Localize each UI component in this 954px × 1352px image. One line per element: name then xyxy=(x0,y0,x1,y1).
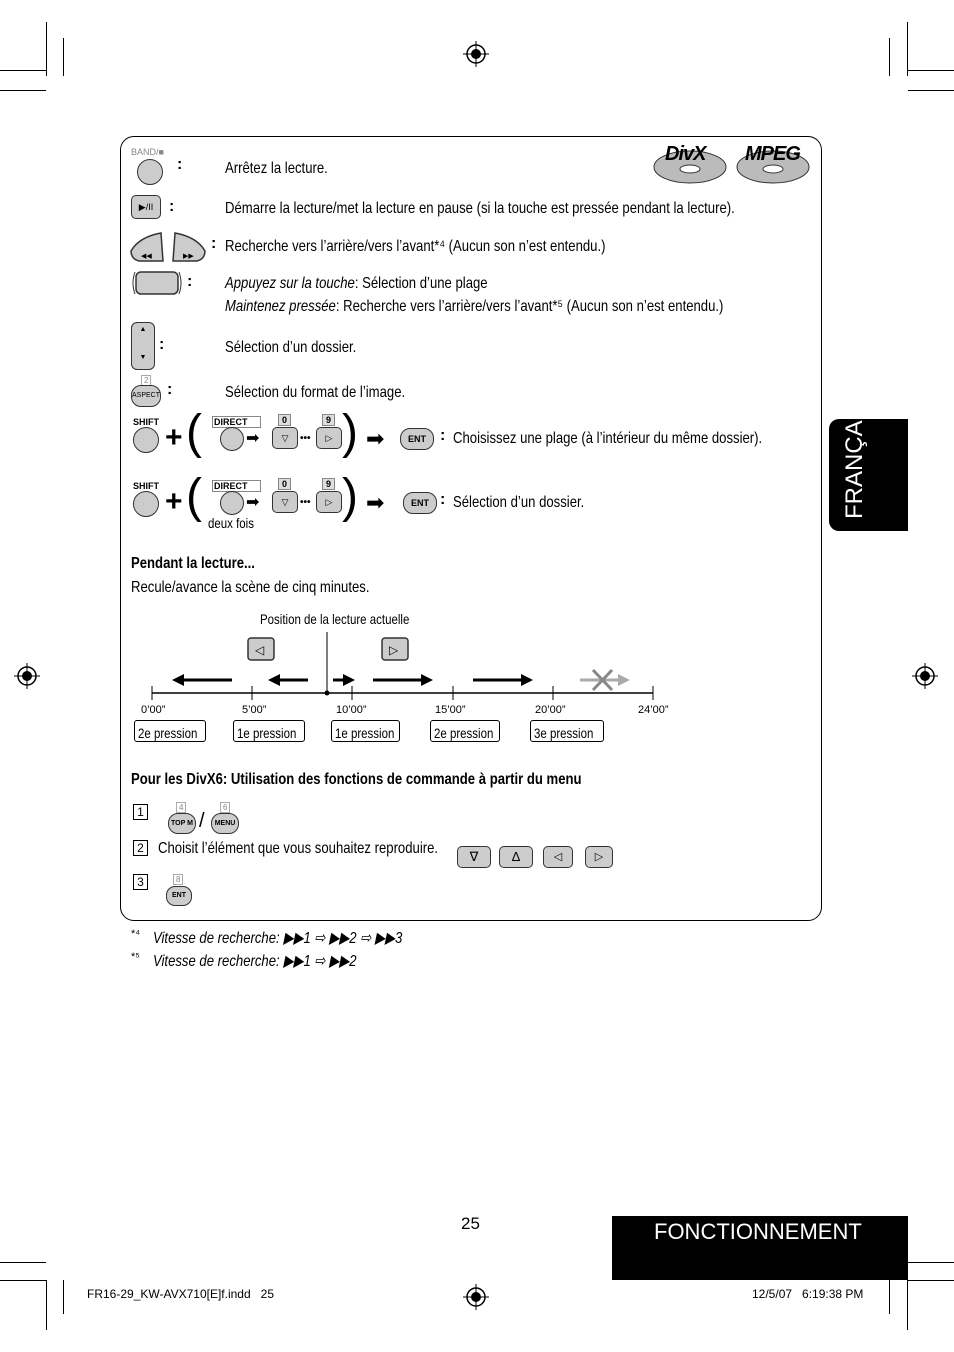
press-label: Appuyez sur la touche xyxy=(225,275,355,292)
press-count-text: 3e pression xyxy=(534,725,594,741)
hold-label: Maintenez pressée xyxy=(225,298,336,315)
direct-button[interactable] xyxy=(220,491,244,515)
svg-text:▷: ▷ xyxy=(389,643,399,657)
crop-mark xyxy=(908,1262,954,1263)
press-text: : Sélection d’une plage xyxy=(354,275,488,292)
footnote-5 xyxy=(153,951,357,971)
ent-button[interactable] xyxy=(400,428,434,450)
crop-mark xyxy=(908,1280,954,1281)
press-count xyxy=(530,720,604,742)
press-count xyxy=(134,720,206,742)
footnote-label: Vitesse de recherche: xyxy=(153,953,280,970)
press-count xyxy=(233,720,305,742)
crop-mark xyxy=(0,70,46,71)
divx-badge: DivX xyxy=(665,143,706,165)
plus-icon: + xyxy=(165,485,183,518)
tick-label: 5’00” xyxy=(242,704,267,716)
registration-mark-icon xyxy=(14,663,40,689)
menu-number: 6 xyxy=(220,802,230,813)
svg-text:◀◀: ◀◀ xyxy=(141,253,152,260)
ent-button[interactable] xyxy=(166,886,192,906)
ellipsis: ••• xyxy=(300,497,311,508)
nine-label: 9 xyxy=(322,414,335,426)
band-stop-button[interactable] xyxy=(137,159,163,185)
press-count-text: 1e pression xyxy=(237,725,297,741)
section-title: FONCTIONNEMENT xyxy=(654,1219,862,1244)
ent-label: ENT xyxy=(172,892,186,899)
right-button[interactable]: ▷ xyxy=(585,846,613,868)
press-count xyxy=(430,720,500,742)
shift-button[interactable] xyxy=(133,427,159,453)
ent-button[interactable] xyxy=(403,492,437,514)
nine-button[interactable]: ▷ xyxy=(316,427,342,449)
aspect-button[interactable] xyxy=(131,385,161,407)
arrow-right-icon: ➡ xyxy=(366,426,385,451)
folder-select-text: Sélection d’un dossier. xyxy=(453,494,585,511)
colon: : xyxy=(167,381,173,398)
menu-label: MENU xyxy=(214,820,236,827)
crop-mark xyxy=(889,1280,890,1314)
crop-mark xyxy=(63,38,64,76)
play-text: Démarre la lecture/met la lecture en pause (si la touche est pressée pendant la lecture). xyxy=(225,200,735,217)
zero-label: 0 xyxy=(278,414,291,426)
svg-text:◁: ◁ xyxy=(255,643,265,657)
down-button[interactable]: ∇ xyxy=(457,846,491,868)
crop-mark xyxy=(46,22,47,76)
aspect-text: Sélection du format de l’image. xyxy=(225,384,406,401)
folder-up-down-button[interactable]: ▲ ▼ xyxy=(131,322,155,370)
tick-label: 20’00” xyxy=(535,704,566,716)
stop-text: Arrêtez la lecture. xyxy=(225,160,328,177)
svg-text:▶▶: ▶▶ xyxy=(183,253,194,260)
nine-button[interactable]: ▷ xyxy=(316,491,342,513)
folder-text: Sélection d’un dossier. xyxy=(225,339,357,356)
band-label: BAND/■ xyxy=(131,147,164,157)
during-heading: Pendant la lecture... xyxy=(131,555,255,572)
shift-label: SHIFT xyxy=(133,481,159,491)
seek-buttons-icon[interactable] xyxy=(129,231,207,265)
track-in-folder-text: Choisissez une plage (à l’intérieur du même dossier). xyxy=(453,430,763,447)
topm-label: TOP M xyxy=(171,820,193,827)
crop-mark xyxy=(889,38,890,76)
mpeg-badge: MPEG xyxy=(745,143,800,165)
ent-label: ENT xyxy=(408,434,426,444)
tick-label: 10’00” xyxy=(336,704,367,716)
press-count-text: 2e pression xyxy=(138,725,198,741)
language-tab xyxy=(829,397,908,531)
registration-mark-icon xyxy=(463,41,489,67)
ent-number: 8 xyxy=(173,874,183,885)
bracket-open: ( xyxy=(186,470,202,523)
direct-label: DIRECT xyxy=(212,480,261,492)
divx6-heading: Pour les DivX6: Utilisation des fonctions de commande à partir du menu xyxy=(131,771,582,788)
position-label: Position de la lecture actuelle xyxy=(260,611,410,627)
crop-mark xyxy=(907,22,908,76)
footnote-label: Vitesse de recherche: xyxy=(153,930,280,947)
colon: : xyxy=(169,198,175,215)
colon: : xyxy=(211,235,217,252)
footnote-4 xyxy=(153,928,402,948)
step-number: 2 xyxy=(133,840,148,856)
up-button[interactable]: ∆ xyxy=(499,846,533,868)
page-number: 25 xyxy=(461,1214,480,1233)
colon: : xyxy=(187,273,193,290)
crop-mark xyxy=(0,1262,46,1263)
search-text: Recherche vers l’arrière/vers l’avant*⁴ (Aucun son n’est entendu.) xyxy=(225,238,606,255)
shift-label: SHIFT xyxy=(133,417,159,427)
crop-mark xyxy=(63,1280,64,1314)
play-pause-button[interactable]: ▶/II xyxy=(131,195,161,219)
press-count-text: 2e pression xyxy=(434,725,494,741)
language-label: FRANÇAIS xyxy=(841,397,868,519)
footnote-mark: *⁴ xyxy=(131,928,141,940)
press-count xyxy=(331,720,400,742)
bracket-open: ( xyxy=(186,406,202,459)
arrow-right-icon: ➡ xyxy=(366,490,385,515)
ellipsis: ••• xyxy=(300,433,311,444)
crop-mark xyxy=(908,70,954,71)
top-menu-button[interactable] xyxy=(168,813,196,834)
slash: / xyxy=(199,810,205,832)
colon: : xyxy=(440,427,446,444)
footer-file: FR16-29_KW-AVX710[E]f.indd 25 xyxy=(87,1287,274,1301)
tick-label: 24’00” xyxy=(638,704,669,716)
tick-label: 0’00” xyxy=(141,704,166,716)
topm-number: 4 xyxy=(176,802,186,813)
step-number: 3 xyxy=(133,874,148,890)
footer-date: 12/5/07 6:19:38 PM xyxy=(752,1287,864,1301)
aspect-number: 2 xyxy=(141,375,151,386)
arrow-right-icon: ➡ xyxy=(246,494,260,511)
arrow-right-icon: ➡ xyxy=(246,430,260,447)
zero-label: 0 xyxy=(278,478,291,490)
crop-mark xyxy=(0,90,46,91)
colon: : xyxy=(159,336,165,353)
colon: : xyxy=(177,156,183,173)
press-count-text: 1e pression xyxy=(335,725,395,741)
registration-mark-icon xyxy=(463,1284,489,1310)
hold-text: : Recherche vers l’arrière/vers l’avant*⁵ (Aucun son n’est entendu.) xyxy=(335,298,724,315)
step-number: 1 xyxy=(133,804,148,820)
footnote-mark: *⁵ xyxy=(131,951,140,963)
during-text: Recule/avance la scène de cinq minutes. xyxy=(131,579,370,596)
registration-mark-icon xyxy=(912,663,938,689)
zero-button[interactable]: ▽ xyxy=(272,427,298,449)
timeline-diagram xyxy=(140,632,670,704)
shift-button[interactable] xyxy=(133,491,159,517)
tick-label: 15’00” xyxy=(435,704,466,716)
direct-label: DIRECT xyxy=(212,416,261,428)
plus-icon: + xyxy=(165,421,183,454)
footnote-sequence: ▶▶1 ⇨ ▶▶2 xyxy=(283,953,357,970)
crop-mark xyxy=(908,90,954,91)
aspect-label: ASPECT xyxy=(132,392,161,399)
zero-button[interactable]: ▽ xyxy=(272,491,298,513)
crop-mark xyxy=(0,1280,46,1281)
left-button[interactable]: ◁ xyxy=(543,846,573,868)
twice-text: deux fois xyxy=(208,515,254,531)
direct-button[interactable] xyxy=(220,427,244,451)
section-tab xyxy=(612,1216,908,1280)
ent-label: ENT xyxy=(411,498,429,508)
colon: : xyxy=(440,491,446,508)
hold-line xyxy=(225,298,723,316)
step2-text: Choisit l’élément que vous souhaitez reproduire. xyxy=(158,840,439,857)
press-line xyxy=(225,275,488,293)
bracket-close: ) xyxy=(342,406,358,459)
footnote-sequence: ▶▶1 ⇨ ▶▶2 ⇨ ▶▶3 xyxy=(283,930,403,947)
bracket-close: ) xyxy=(342,470,358,523)
crop-mark xyxy=(46,1280,47,1330)
nine-label: 9 xyxy=(322,478,335,490)
up-down-buttons-icon[interactable] xyxy=(131,270,183,296)
crop-mark xyxy=(907,1280,908,1330)
menu-button[interactable] xyxy=(211,813,239,834)
